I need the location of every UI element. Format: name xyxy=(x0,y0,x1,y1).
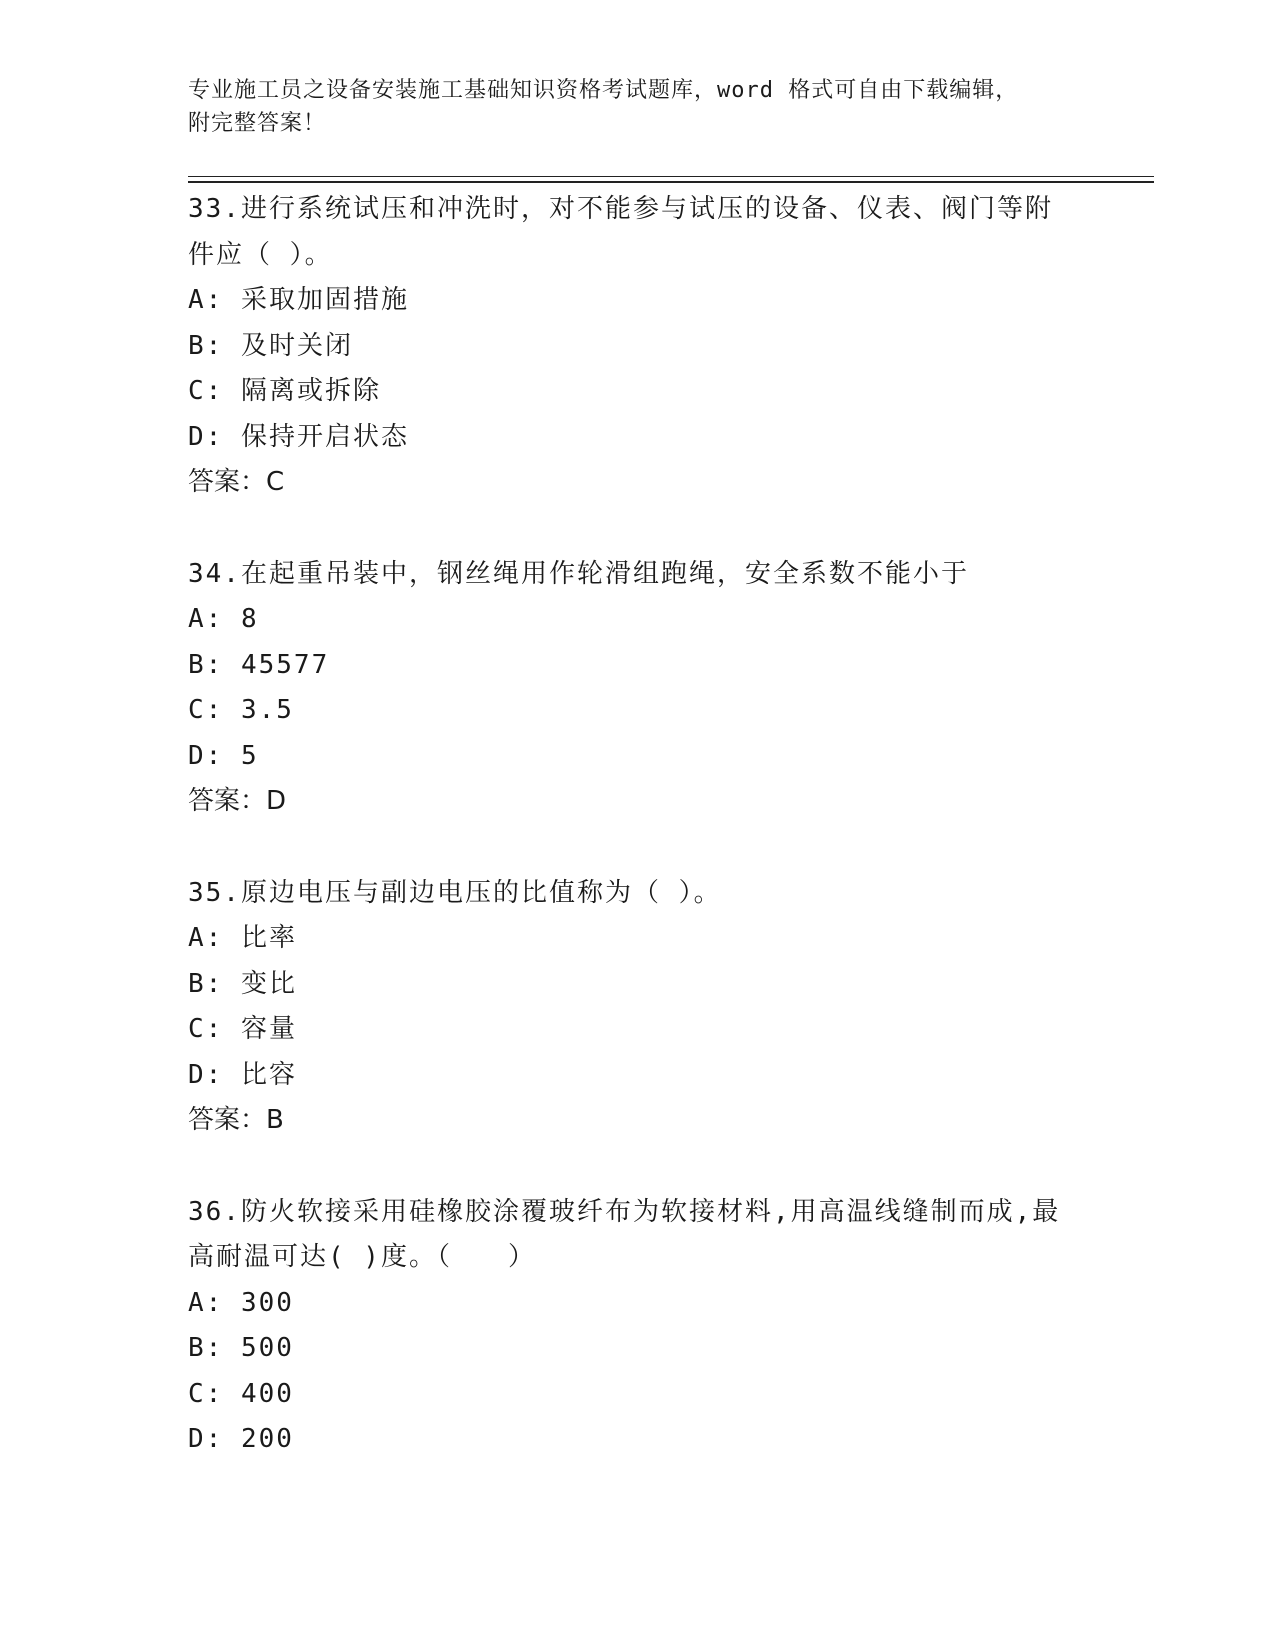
question-36 xyxy=(188,1190,1068,1463)
option-a: A: 采取加固措施 xyxy=(188,285,409,315)
option-a: A: 比率 xyxy=(188,923,297,953)
header-divider-thin xyxy=(188,176,1154,177)
option-d: D: 5 xyxy=(188,740,259,771)
option-a: A: 300 xyxy=(188,1287,294,1318)
document-header xyxy=(188,74,1068,140)
answer-line: 答案：D xyxy=(188,786,287,816)
answer-line: 答案：B xyxy=(188,1105,284,1135)
question-stem-line: 34.在起重吊装中，钢丝绳用作轮滑组跑绳，安全系数不能小于 xyxy=(188,558,969,589)
option-c: C: 隔离或拆除 xyxy=(188,376,381,406)
option-c: C: 400 xyxy=(188,1378,294,1409)
option-b: B: 变比 xyxy=(188,968,297,999)
option-d: D: 200 xyxy=(188,1424,294,1454)
question-list xyxy=(188,187,1068,1509)
option-b: B: 45577 xyxy=(188,649,330,680)
question-stem-line: 33.进行系统试压和冲洗时，对不能参与试压的设备、仪表、阀门等附 xyxy=(188,194,1053,224)
option-b: B: 500 xyxy=(188,1333,294,1363)
question-stem-line: 高耐温可达( )度。（ ） xyxy=(188,1242,536,1272)
header-divider-thick xyxy=(188,181,1154,183)
option-d: D: 比容 xyxy=(188,1059,297,1090)
header-line-1: 专业施工员之设备安装施工基础知识资格考试题库，word 格式可自由下载编辑， xyxy=(188,78,1019,103)
option-b: B: 及时关闭 xyxy=(188,330,353,361)
question-33 xyxy=(188,187,1068,506)
question-35 xyxy=(188,871,1068,1144)
option-c: C: 容量 xyxy=(188,1014,297,1044)
question-stem-line: 36.防火软接采用硅橡胶涂覆玻纤布为软接材料,用高温线缝制而成,最 xyxy=(188,1196,1061,1227)
header-line-2: 附完整答案！ xyxy=(188,111,327,136)
question-stem-line: 35.原边电压与副边电压的比值称为（ ）。 xyxy=(188,877,722,908)
question-34 xyxy=(188,552,1068,825)
option-d: D: 保持开启状态 xyxy=(188,421,409,452)
answer-line: 答案：C xyxy=(188,467,285,497)
question-stem-line: 件应（ ）。 xyxy=(188,239,333,270)
option-c: C: 3.5 xyxy=(188,695,294,725)
option-a: A: 8 xyxy=(188,604,259,634)
